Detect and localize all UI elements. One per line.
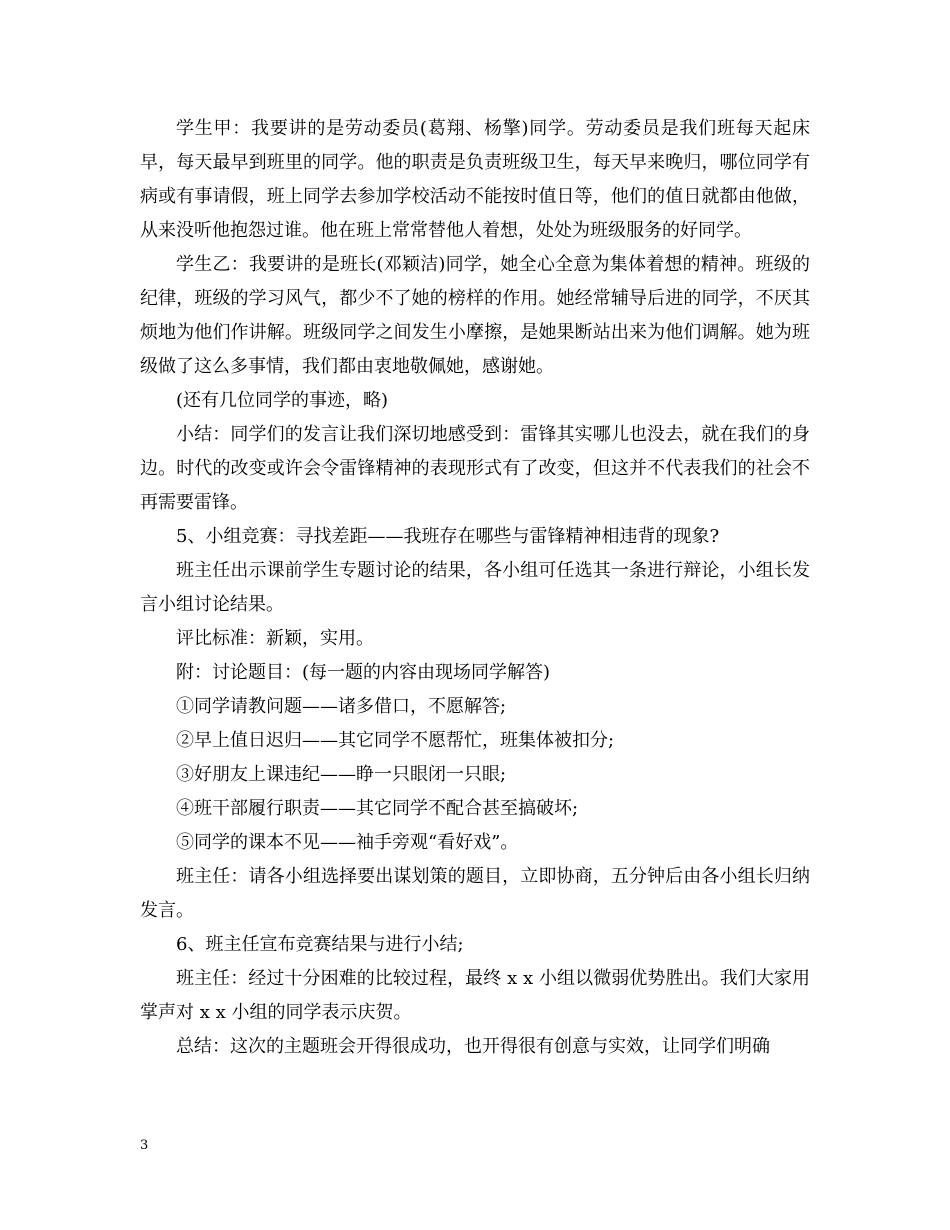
list-item-topic-5: ⑤同学的课本不见——袖手旁观“看好戏”。 [176,832,519,853]
list-item-topic-1: ①同学请教问题——诸多借口，不愿解答; [176,696,507,717]
paragraph-teacher-instruction: 班主任：请各小组选择要出谋划策的题目，立即协商，五分钟后由各小组长归纳发言。 [140,866,810,921]
list-item-topic-4: ④班干部履行职责——其它同学不配合甚至搞破坏; [176,798,579,819]
paragraph-student-b: 学生乙：我要讲的是班长(邓颖洁)同学，她全心全意为集体着想的精神。班级的纪律，班级的学习风气，都少不了她的榜样的作用。她经常辅导后进的同学，不厌其烦地为他们作讲解。班级同学之间发生小摩擦，是她果断站出来为他们调解。她为班级做了这么多事情，我们都由衷地敬佩她，感谢她。 [140,254,810,377]
page-number: 3 [140,1138,149,1153]
paragraph-summary: 小结：同学们的发言让我们深切地感受到：雷锋其实哪儿也没去，就在我们的身边。时代的改变或许会令雷锋精神的表现形式有了改变，但这并不代表我们的社会不再需要雷锋。 [140,424,810,513]
paragraph-step-6: 6、班主任宣布竞赛结果与进行小结; [176,934,464,955]
paragraph-conclusion: 总结：这次的主题班会开得很成功，也开得很有创意与实效，让同学们明确 [176,1036,770,1057]
paragraph-teacher-discussion: 班主任出示课前学生专题讨论的结果，各小组可任选其一条进行辩论，小组长发言小组讨论结果。 [140,560,810,615]
paragraph-student-a: 学生甲：我要讲的是劳动委员(葛翔、杨擎)同学。劳动委员是我们班每天起床早，每天最早到班里的同学。他的职责是负责班级卫生，每天早来晚归，哪位同学有病或有事请假，班上同学去参加学校活动不能按时值日等，他们的值日就都由他做，从来没听他抱怨过谁。他在班上常常替他人着想，处处为班级服务的好同学。 [140,118,810,241]
list-item-topic-3: ③好朋友上课违纪——睁一只眼闭一只眼; [176,764,507,785]
paragraph-teacher-result: 班主任：经过十分困难的比较过程，最终 x x 小组以微弱优势胜出。我们大家用掌声对 x x 小组的同学表示庆贺。 [140,968,810,1023]
paragraph-appendix: 附：讨论题目：(每一题的内容由现场同学解答) [176,662,551,683]
paragraph-omitted-note: (还有几位同学的事迹，略) [176,390,389,411]
document-body [140,112,810,1064]
paragraph-step-5: 5、小组竞赛：寻找差距——我班存在哪些与雷锋精神相违背的现象? [176,526,720,547]
paragraph-criteria: 评比标准：新颖，实用。 [176,628,374,649]
list-item-topic-2: ②早上值日迟归——其它同学不愿帮忙，班集体被扣分; [176,730,615,751]
